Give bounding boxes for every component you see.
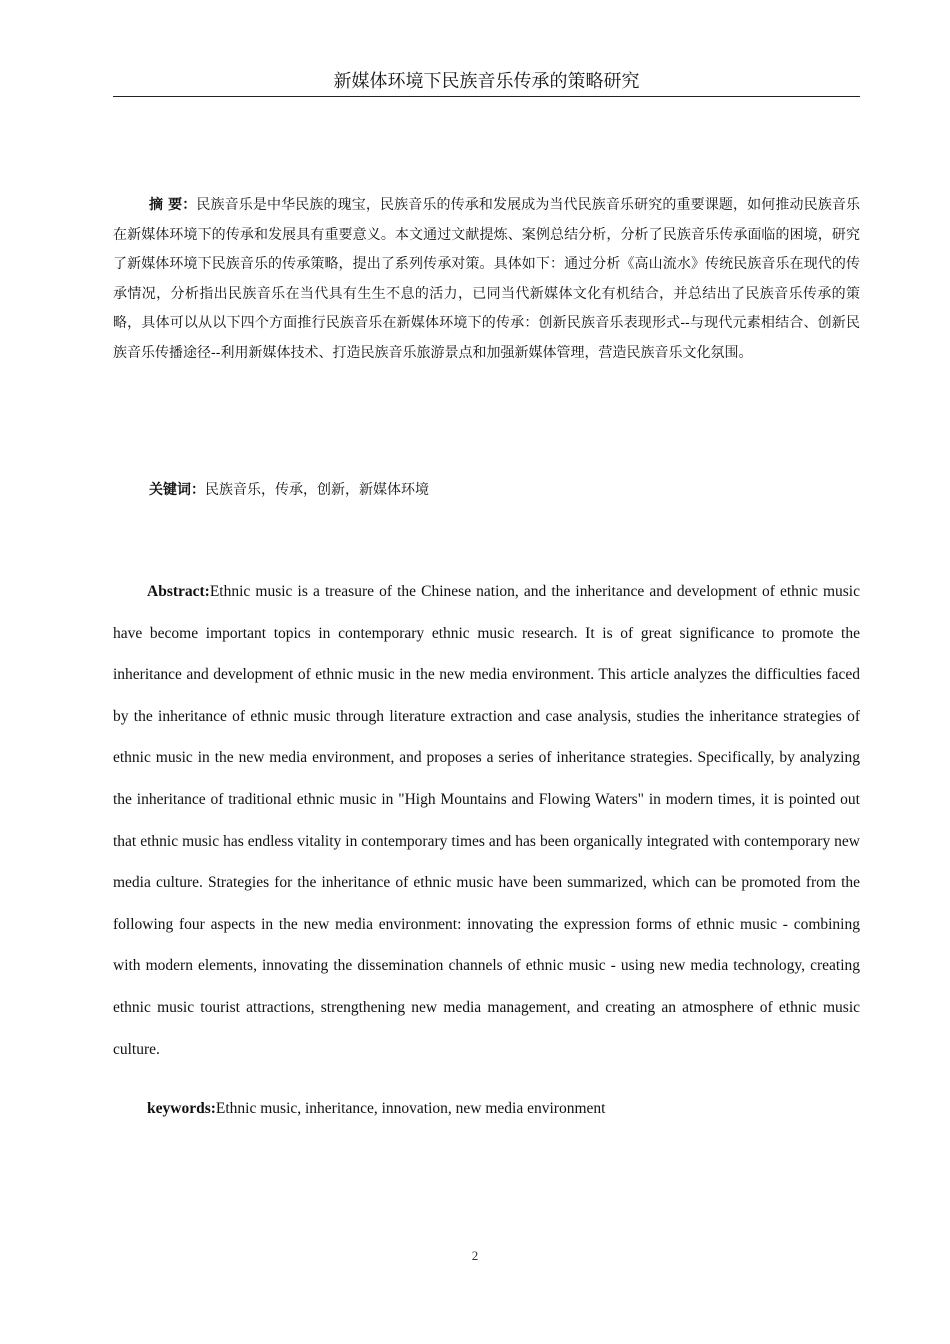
english-keywords [113,1095,860,1123]
chinese-abstract [113,191,860,368]
chinese-abstract-label: 摘 要： [149,197,197,213]
chinese-keywords-label: 关键词： [149,482,205,498]
english-abstract-text: Ethnic music is a treasure of the Chinese nation, and the inheritance and development of ethnic music have become important topics in contemporary ethnic music research. It is of great significance to promote the inheritance and development of ethnic music in the new media environment. This article analyzes the difficulties faced by the inheritance of ethnic music through literature extraction and case analysis, studies the inheritance strategies of ethnic music in the new media environment, and proposes a series of inheritance strategies. Specifically, by analyzing the inheritance of traditional ethnic music in "High Mountains and Flowing Waters" in modern times, it is pointed out that ethnic music has endless vitality in contemporary times and has been organically integrated with contemporary new media culture. Strategies for the inheritance of ethnic music have been summarized, which can be promoted from the following four aspects in the new media environment: innovating the expression forms of ethnic music - combining with modern elements, innovating the dissemination channels of ethnic music - using new media technology, creating ethnic music tourist attractions, strengthening new media management, and creating an atmosphere of ethnic music culture. [113,583,860,1058]
header-rule [113,96,860,97]
english-abstract-label: Abstract: [147,583,210,600]
english-abstract [113,571,860,1070]
chinese-abstract-text: 民族音乐是中华民族的瑰宝，民族音乐的传承和发展成为当代民族音乐研究的重要课题，如何推动民族音乐在新媒体环境下的传承和发展具有重要意义。本文通过文献提炼、案例总结分析，分析了民族音乐传承面临的困境，研究了新媒体环境下民族音乐的传承策略，提出了系列传承对策。具体如下：通过分析《高山流水》传统民族音乐在现代的传承情况，分析指出民族音乐在当代具有生生不息的活力，已同当代新媒体文化有机结合，并总结出了民族音乐传承的策略，具体可以从以下四个方面推行民族音乐在新媒体环境下的传承：创新民族音乐表现形式--与现代元素相结合、创新民族音乐传播途径--利用新媒体技术、打造民族音乐旅游景点和加强新媒体管理，营造民族音乐文化氛围。 [113,197,861,361]
running-header-title: 新媒体环境下民族音乐传承的策略研究 [333,71,640,92]
english-keywords-text: Ethnic music, inheritance, innovation, new media environment [215,1100,606,1117]
english-keywords-label: keywords: [147,1100,216,1117]
chinese-keywords [113,476,860,506]
chinese-keywords-text: 民族音乐，传承，创新，新媒体环境 [205,482,429,498]
page-number: 2 [471,1248,479,1263]
